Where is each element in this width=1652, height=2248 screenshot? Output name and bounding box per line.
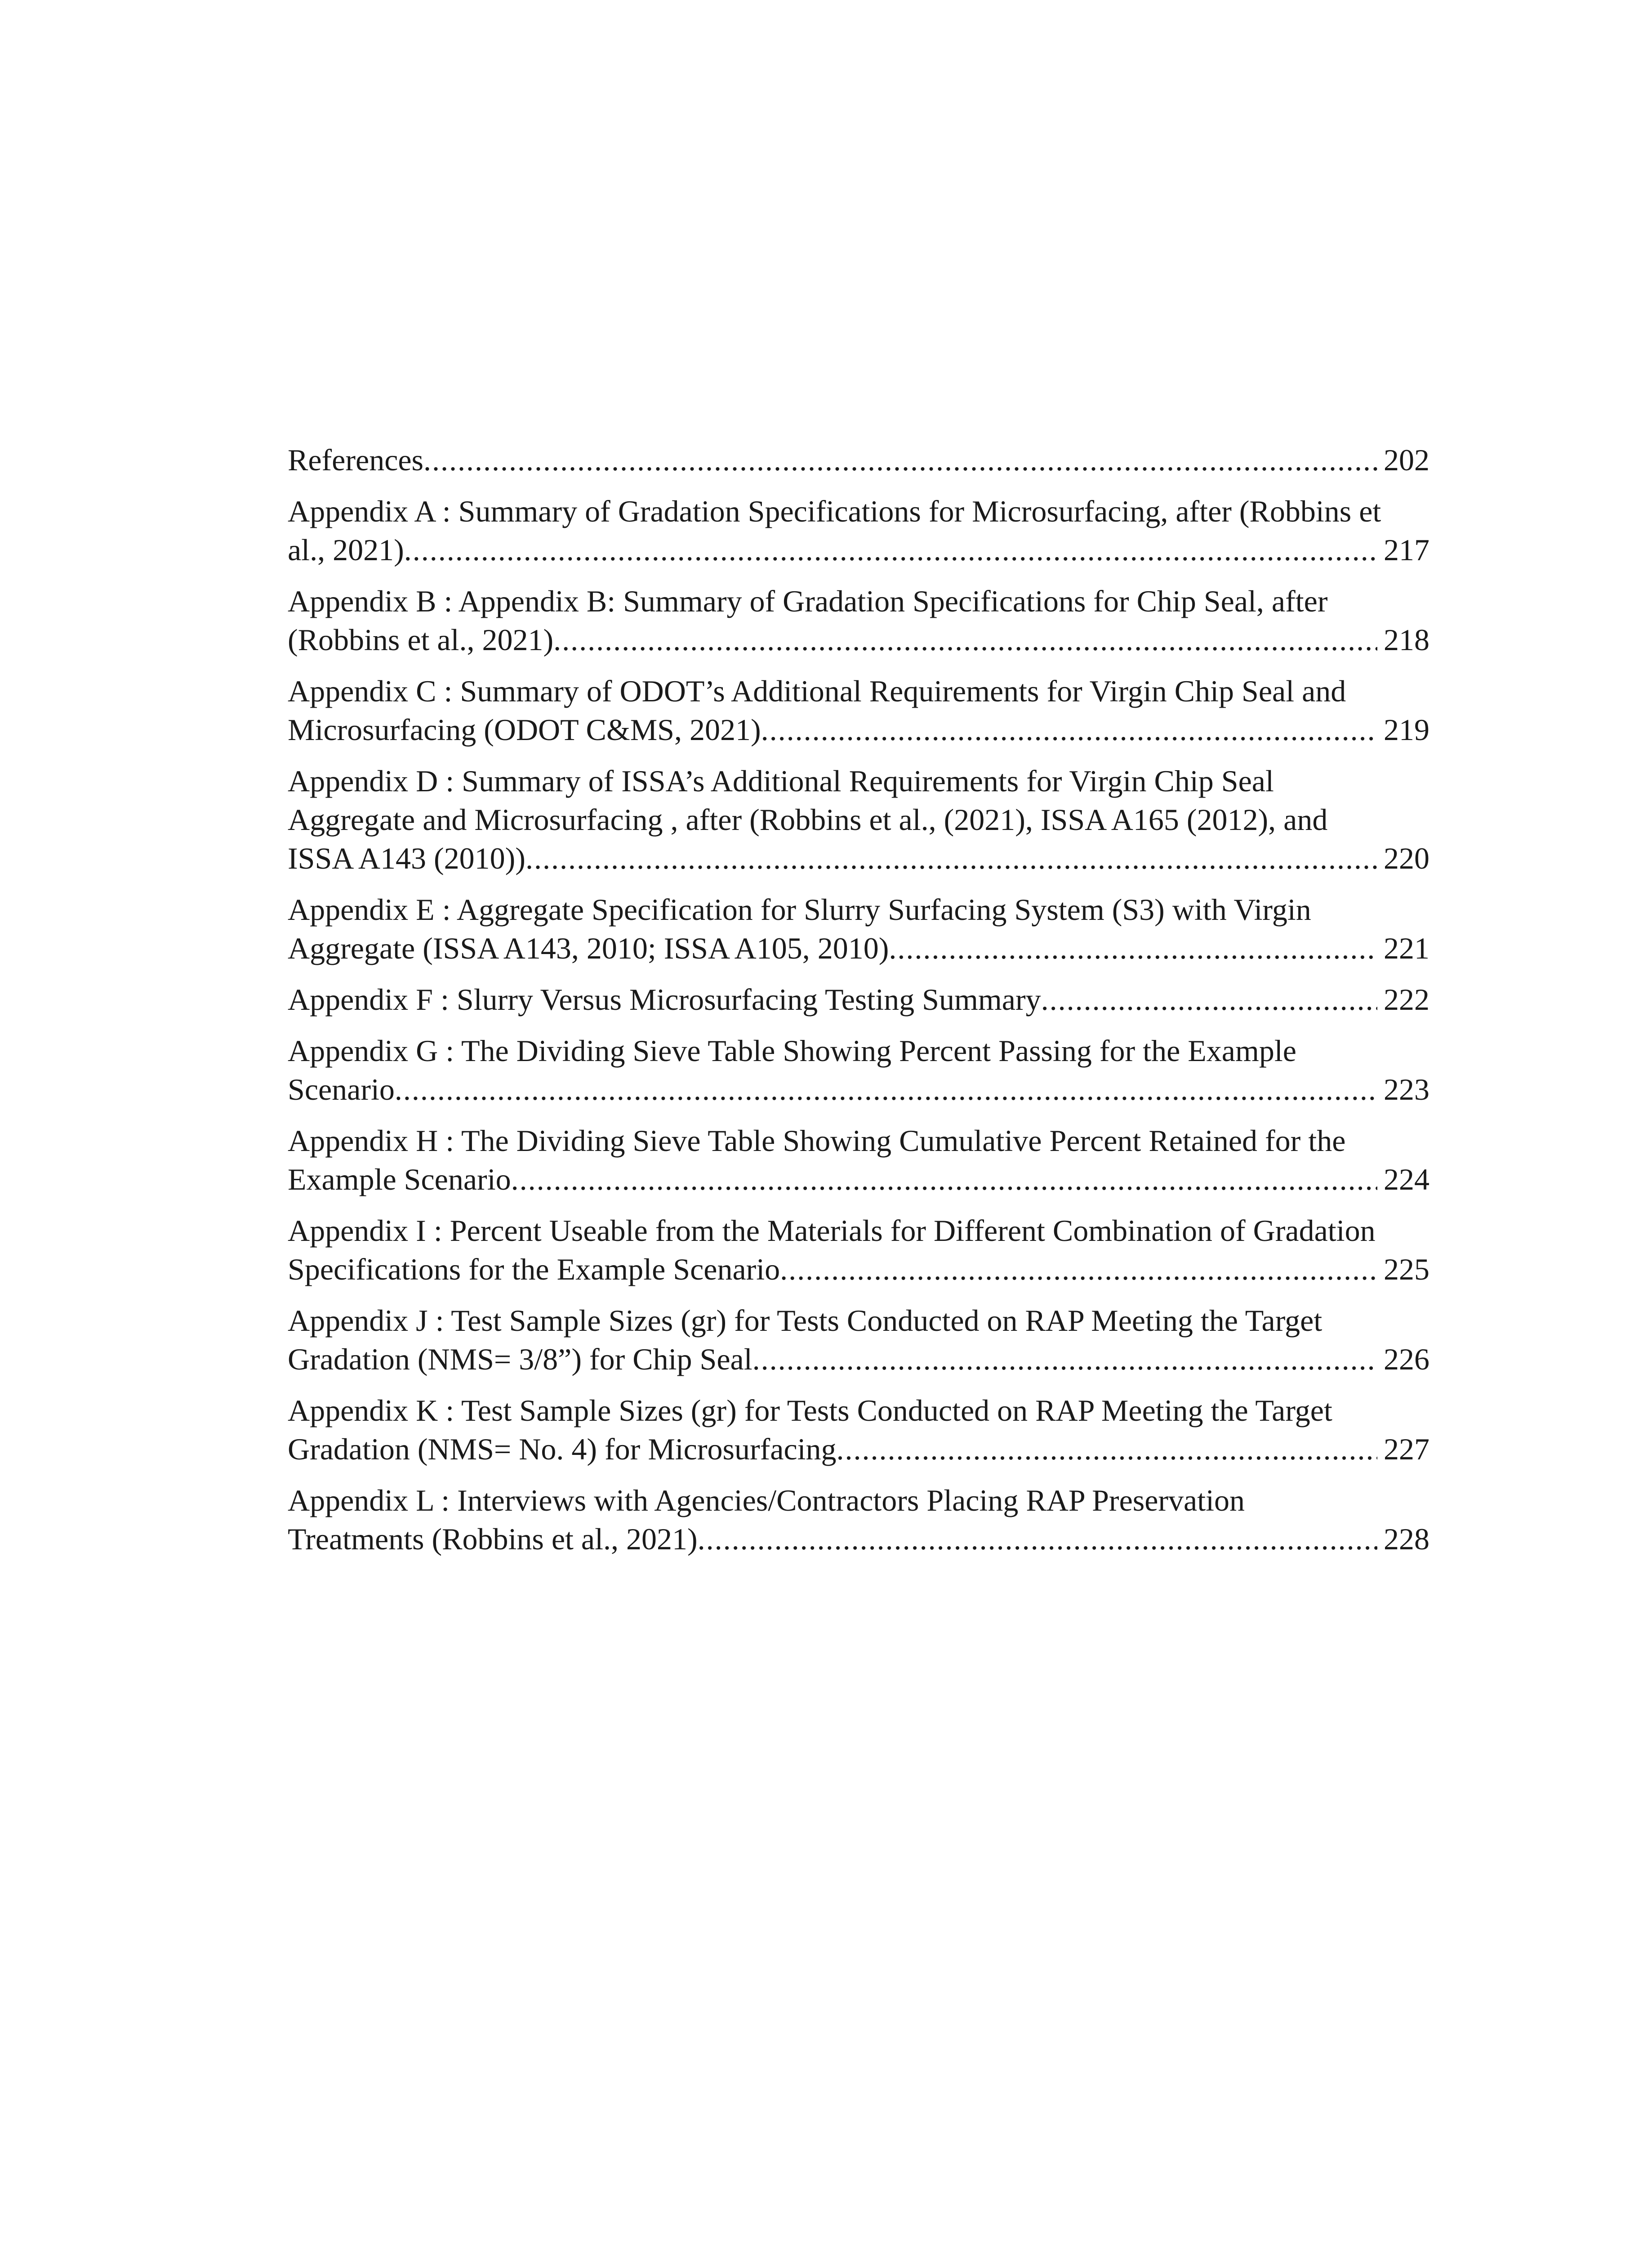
toc-entry-final-line	[288, 1520, 1429, 1558]
dot-leader	[780, 1250, 1377, 1289]
page-number: 225	[1384, 1252, 1429, 1286]
toc-entry-title-line: Appendix J : Test Sample Sizes (gr) for Tests Conducted on RAP Meeting the Target	[288, 1303, 1322, 1338]
dot-leader	[761, 710, 1377, 749]
toc-entry-title-line: Example Scenario	[288, 1162, 511, 1196]
dot-leader	[511, 1160, 1377, 1199]
page-number: 220	[1384, 841, 1429, 875]
toc-entry[interactable]	[288, 1301, 1429, 1378]
page-number: 223	[1384, 1072, 1429, 1106]
table-of-contents	[288, 441, 1429, 1571]
toc-entry-final-line	[288, 1160, 1429, 1199]
toc-entry-title-line: Treatments (Robbins et al., 2021)	[288, 1522, 698, 1556]
page-number: 202	[1384, 443, 1429, 477]
toc-entry-final-line	[288, 531, 1429, 569]
toc-entry-final-line	[288, 710, 1429, 749]
toc-entry-title-line: Specifications for the Example Scenario	[288, 1252, 780, 1286]
toc-entry[interactable]	[288, 1211, 1429, 1289]
page-number: 227	[1384, 1432, 1429, 1466]
toc-entry-title-line: Appendix A : Summary of Gradation Specifications for Microsurfacing, after (Robbins et	[288, 494, 1381, 528]
toc-entry-title-line: al., 2021)	[288, 533, 404, 567]
dot-leader	[753, 1340, 1377, 1378]
toc-entry-final-line	[288, 620, 1429, 659]
toc-entry-title-line: (Robbins et al., 2021)	[288, 623, 554, 657]
toc-entry-title-line: Appendix K : Test Sample Sizes (gr) for Tests Conducted on RAP Meeting the Target	[288, 1393, 1332, 1427]
page-number: 218	[1384, 623, 1429, 657]
toc-entry[interactable]	[288, 1391, 1429, 1468]
toc-entry-title-line: Appendix H : The Dividing Sieve Table Showing Cumulative Percent Retained for the	[288, 1124, 1346, 1158]
dot-leader	[395, 1070, 1377, 1109]
dot-leader	[837, 1430, 1377, 1468]
toc-entry-title-line: References	[288, 443, 424, 477]
toc-entry-title-line: Aggregate and Microsurfacing , after (Robbins et al., (2021), ISSA A165 (2012), and	[288, 803, 1328, 837]
toc-entry-final-line	[288, 839, 1429, 878]
dot-leader	[889, 929, 1377, 968]
toc-entry[interactable]	[288, 1481, 1429, 1558]
toc-entry[interactable]	[288, 672, 1429, 749]
toc-entry-title-line: Microsurfacing (ODOT C&MS, 2021)	[288, 713, 761, 747]
toc-entry-title-line: Appendix C : Summary of ODOT’s Additional Requirements for Virgin Chip Seal and	[288, 674, 1346, 708]
toc-entry-final-line	[288, 980, 1429, 1019]
toc-entry-final-line	[288, 441, 1429, 479]
dot-leader	[423, 441, 1377, 479]
toc-entry[interactable]	[288, 1121, 1429, 1199]
dot-leader	[698, 1520, 1377, 1558]
toc-entry[interactable]	[288, 890, 1429, 968]
toc-entry[interactable]	[288, 980, 1429, 1019]
dot-leader	[553, 620, 1377, 659]
page-number: 221	[1384, 931, 1429, 965]
toc-entry-title-line: Appendix L : Interviews with Agencies/Contractors Placing RAP Preservation	[288, 1483, 1245, 1517]
toc-entry-title-line: Appendix D : Summary of ISSA’s Additional Requirements for Virgin Chip Seal	[288, 764, 1274, 798]
page-number: 219	[1384, 713, 1429, 747]
toc-entry-title-line: Appendix B : Appendix B: Summary of Gradation Specifications for Chip Seal, after	[288, 584, 1328, 618]
toc-entry-title-line: Appendix I : Percent Useable from the Materials for Different Combination of Gradation	[288, 1213, 1376, 1248]
toc-entry[interactable]	[288, 1031, 1429, 1109]
toc-entry[interactable]	[288, 582, 1429, 659]
toc-entry[interactable]	[288, 492, 1429, 569]
toc-entry-title-line: Aggregate (ISSA A143, 2010; ISSA A105, 2010)	[288, 931, 889, 965]
toc-entry-title-line: Scenario	[288, 1072, 395, 1106]
toc-entry-title-line: ISSA A143 (2010))	[288, 841, 525, 875]
dot-leader	[404, 531, 1377, 569]
page-number: 226	[1384, 1342, 1429, 1376]
toc-entry-final-line	[288, 1430, 1429, 1468]
page-number: 224	[1384, 1162, 1429, 1196]
toc-entry-final-line	[288, 1340, 1429, 1378]
dot-leader	[525, 839, 1377, 878]
toc-entry-title-line: Appendix E : Aggregate Specification for Slurry Surfacing System (S3) with Virgin	[288, 892, 1311, 927]
page-number: 217	[1384, 533, 1429, 567]
toc-entry-final-line	[288, 1250, 1429, 1289]
toc-entry-title-line: Appendix G : The Dividing Sieve Table Showing Percent Passing for the Example	[288, 1034, 1296, 1068]
toc-entry-title-line: Gradation (NMS= No. 4) for Microsurfacing	[288, 1432, 837, 1466]
toc-entry-final-line	[288, 1070, 1429, 1109]
toc-entry[interactable]	[288, 441, 1429, 479]
page-number: 222	[1384, 982, 1429, 1017]
toc-entry-title-line: Appendix F : Slurry Versus Microsurfacing Testing Summary	[288, 982, 1041, 1017]
toc-entry[interactable]	[288, 762, 1429, 878]
page-number: 228	[1384, 1522, 1429, 1556]
toc-entry-title-line: Gradation (NMS= 3/8”) for Chip Seal	[288, 1342, 753, 1376]
dot-leader	[1041, 980, 1377, 1019]
toc-entry-final-line	[288, 929, 1429, 968]
